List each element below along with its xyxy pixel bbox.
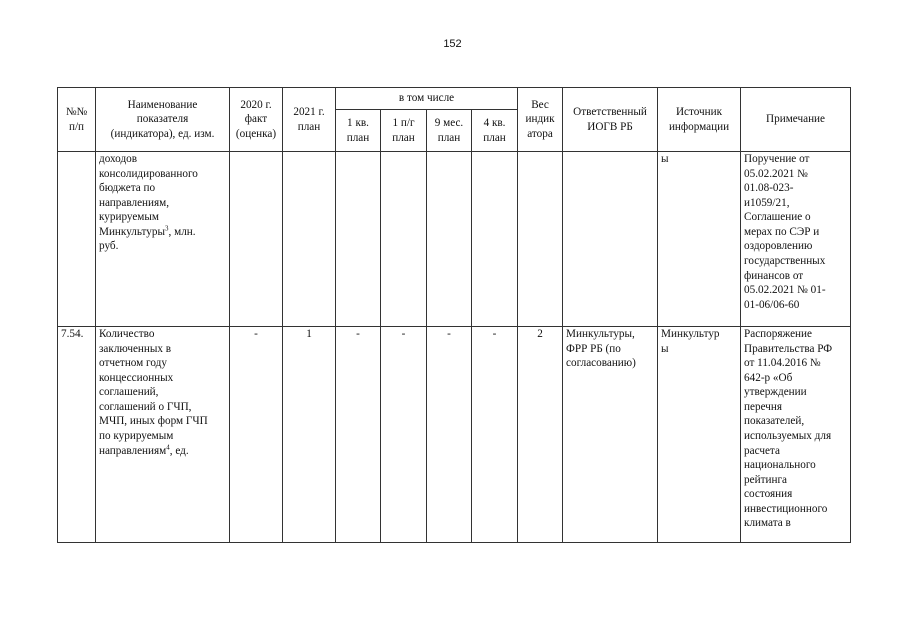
row-num	[58, 152, 96, 327]
row-responsible	[563, 152, 658, 327]
header-q1: 1 кв. план	[336, 110, 381, 152]
row-q1	[336, 152, 381, 327]
row-9m	[427, 152, 472, 327]
row-h1	[381, 152, 427, 327]
row-source: Минкультур ы	[658, 327, 741, 543]
table-row	[58, 152, 851, 327]
row-fact-2020: -	[230, 327, 283, 543]
row-q4	[472, 152, 518, 327]
header-responsible: Ответственный ИОГВ РБ	[563, 88, 658, 152]
header-note: Примечание	[741, 88, 851, 152]
page-number: 152	[443, 38, 462, 50]
header-h1: 1 п/г план	[381, 110, 427, 152]
row-num: 7.54.	[58, 327, 96, 543]
header-9m: 9 мес. план	[427, 110, 472, 152]
row-note: Поручение от 05.02.2021 № 01.08-023- и1059/21, Соглашение о мерах по СЭР и оздоровлению государственных финансов от 05.02.2021 № 01- 01-06/06-60	[741, 152, 851, 327]
row-weight: 2	[518, 327, 563, 543]
row-fact-2020	[230, 152, 283, 327]
row-responsible: Минкультуры, ФРР РБ (по согласованию)	[563, 327, 658, 543]
table-row	[58, 327, 851, 543]
row-9m: -	[427, 327, 472, 543]
row-plan-2021	[283, 152, 336, 327]
header-including: в том числе	[336, 88, 518, 110]
header-fact-2020: 2020 г. факт (оценка)	[230, 88, 283, 152]
header-plan-2021: 2021 г. план	[283, 88, 336, 152]
indicators-table	[57, 87, 851, 543]
row-plan-2021: 1	[283, 327, 336, 543]
row-source: ы	[658, 152, 741, 327]
header-weight: Вес индик атора	[518, 88, 563, 152]
row-q1: -	[336, 327, 381, 543]
row-h1: -	[381, 327, 427, 543]
row-q4: -	[472, 327, 518, 543]
row-name: Количество заключенных в отчетном году концессионных соглашений, соглашений о ГЧП, МЧП, иных форм ГЧП по курируемым направлениям$^4$, ед.	[96, 327, 230, 543]
header-name: Наименование показателя (индикатора), ед. изм.	[96, 88, 230, 152]
header-source: Источник информации	[658, 88, 741, 152]
row-name: доходов консолидированного бюджета по направлениям, курируемым Минкультуры$^3$, млн. руб.	[96, 152, 230, 327]
header-num: №№ п/п	[58, 88, 96, 152]
header-row-top	[58, 88, 851, 110]
row-weight	[518, 152, 563, 327]
header-q4: 4 кв. план	[472, 110, 518, 152]
row-note: Распоряжение Правительства РФ от 11.04.2016 № 642-р «Об утверждении перечня показателей, используемых для расчета национального рейтинга состояния инвестиционного климата в	[741, 327, 851, 543]
